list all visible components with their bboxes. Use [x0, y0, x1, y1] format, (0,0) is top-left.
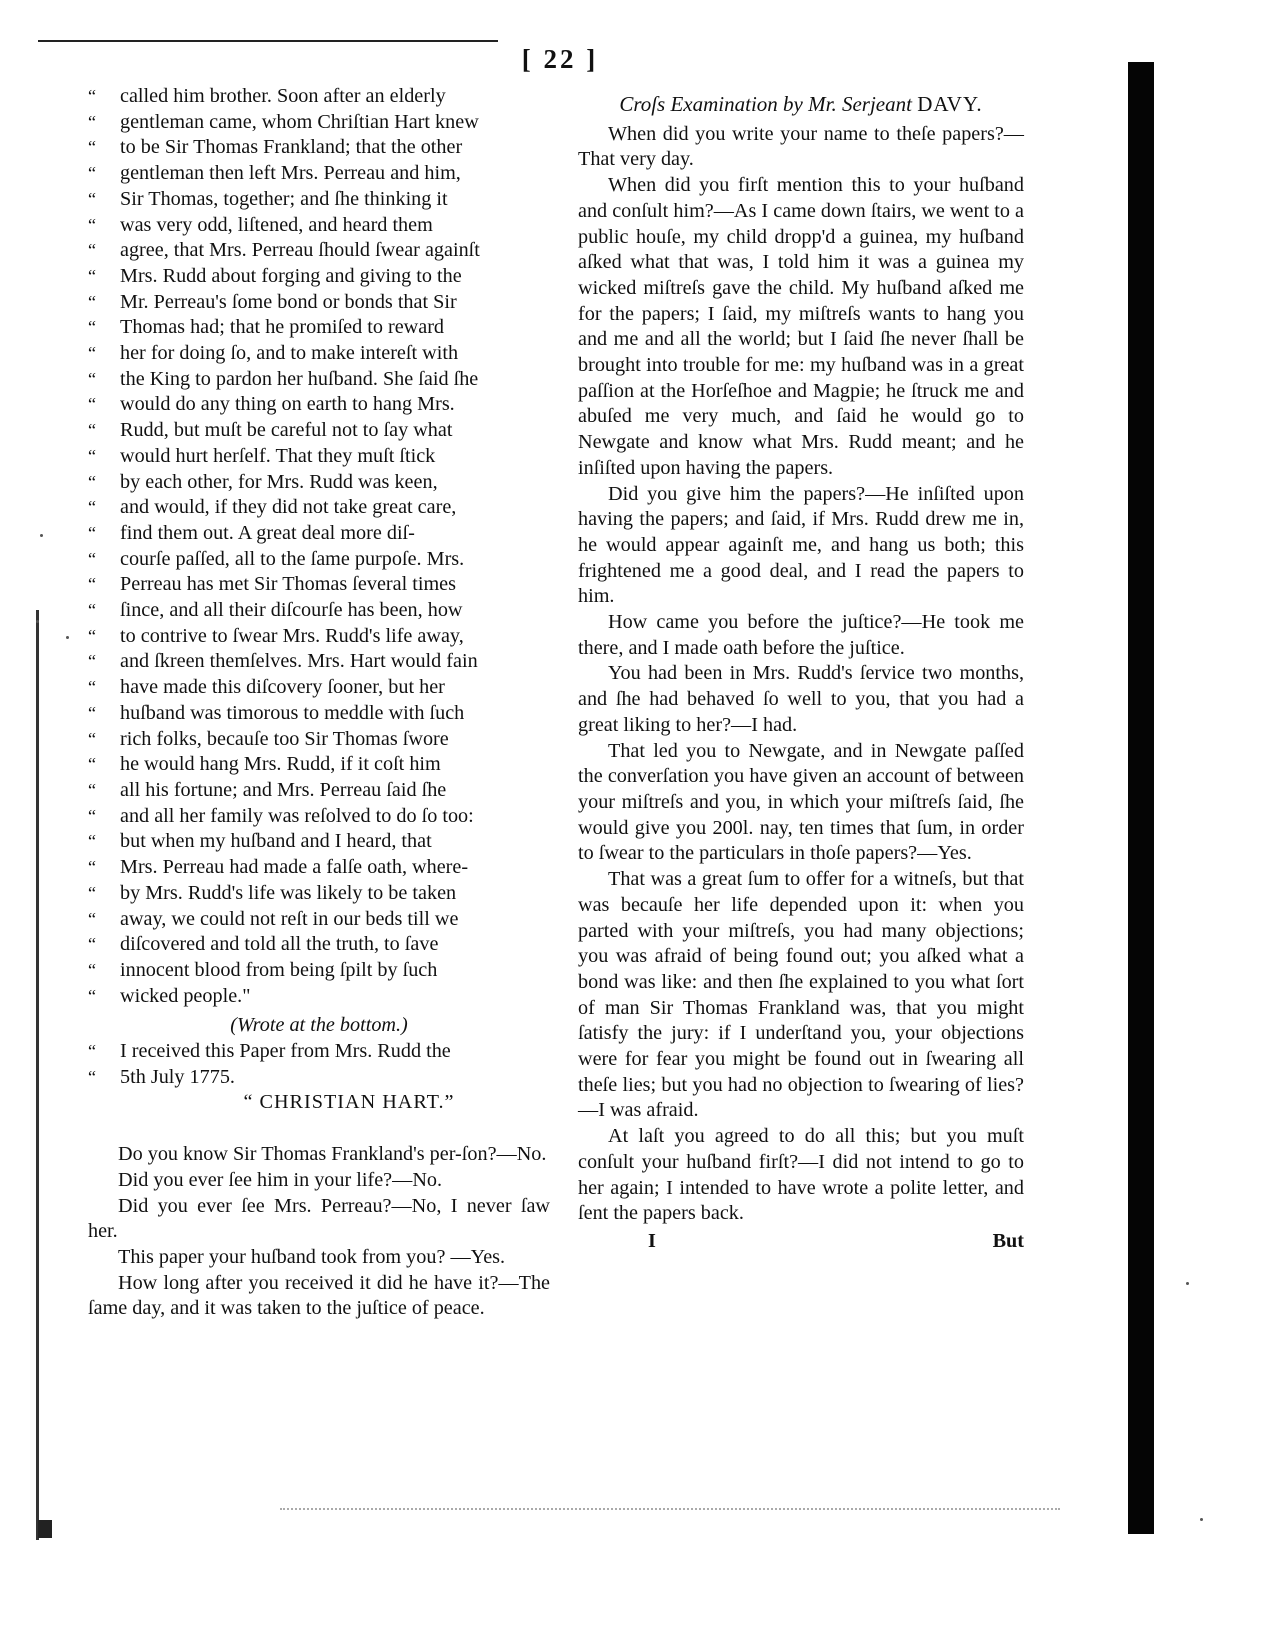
quoted-line: [88, 470, 550, 496]
quoted-text: ſince, and all their diſcourſe has been, how: [120, 599, 463, 622]
quoted-text: rich folks, becauſe too Sir Thomas ſwore: [120, 727, 449, 750]
quoted-text: the King to pardon her huſband. She ſaid ſhe: [120, 367, 479, 390]
quote-mark: “: [88, 677, 96, 698]
quote-mark: “: [88, 343, 96, 364]
qa-paragraph: When did you write your name to theſe papers?—That very day.: [578, 122, 1024, 171]
quoted-line: [88, 495, 550, 521]
quote-mark: “: [88, 702, 96, 723]
quote-mark: “: [88, 1041, 96, 1062]
quoted-line: [88, 84, 550, 110]
signature-mark: I: [648, 1229, 656, 1252]
quoted-text: and would, if they did not take great care,: [120, 496, 457, 519]
scan-speck: [36, 620, 39, 623]
scan-speck: [40, 534, 43, 537]
qa-paragraph: How long after you received it did he have it?—The ſame day, and it was taken to the juſtice of peace.: [88, 1271, 550, 1320]
quote-mark: “: [88, 522, 96, 543]
quoted-text: was very odd, liſtened, and heard them: [120, 213, 433, 236]
quoted-text: by Mrs. Rudd's life was likely to be taken: [120, 881, 457, 904]
quote-mark: “: [88, 985, 96, 1006]
quoted-line: [88, 624, 550, 650]
quote-mark: “: [88, 163, 96, 184]
quoted-text: innocent blood from being ſpilt by ſuch: [120, 958, 438, 981]
quote-mark: “: [88, 574, 96, 595]
quoted-text: her for doing ſo, and to make intereſt with: [120, 342, 459, 365]
quoted-text: huſband was timorous to meddle with ſuch: [120, 701, 465, 724]
scan-speck: [1200, 1518, 1203, 1521]
quote-mark: “: [88, 188, 96, 209]
quoted-text: he would hang Mrs. Rudd, if it coſt him: [120, 753, 441, 776]
quote-mark: “: [88, 1066, 96, 1087]
qa-paragraph: When did you firſt mention this to your huſband and conſult him?—As I came down ſtairs, we went to a public houſe, my child dropp'd a guinea, my huſband aſked what that was, I told him it was a guinea my wicked miſtreſs gave the child. My huſband aſked me for the papers; I ſaid, my miſtreſs wants to hang you and me and all the world; but I ſaid ſhe never ſhall be brought into trouble for me: my huſband was in a great paſſion at the Horſeſhoe and Magpie; he ſtruck me and abuſed me very much, and ſaid he would go to Newgate and know what Mrs. Rudd meant; and he inſiſted upon having the papers.: [578, 174, 1024, 479]
quoted-text: by each other, for Mrs. Rudd was keen,: [120, 470, 438, 493]
quote-mark: “: [88, 882, 96, 903]
quoted-line: [88, 752, 550, 778]
quoted-line: [88, 444, 550, 470]
quoted-line: [88, 958, 550, 984]
qa-paragraph: This paper your huſband took from you? —Yes.: [118, 1245, 506, 1268]
quoted-text: and ſkreen themſelves. Mrs. Hart would fain: [120, 650, 478, 673]
quoted-line: [88, 521, 550, 547]
quote-mark: “: [88, 471, 96, 492]
quote-mark: “: [88, 317, 96, 338]
heading-title: Croſs Examination by Mr. Serjeant: [619, 92, 912, 116]
quoted-line: [88, 547, 550, 573]
signature-christian-hart: “ CHRISTIAN HART.”: [243, 1091, 455, 1114]
quoted-line: [88, 135, 550, 161]
quoted-text: find them out. A great deal more diſ-: [120, 521, 415, 544]
quote-mark: “: [88, 240, 96, 261]
scan-binding-shadow: [1128, 62, 1154, 1534]
qa-paragraph: You had been in Mrs. Rudd's ſervice two months, and ſhe had behaved ſo well to you, that you had a great liking to her?—I had.: [578, 662, 1024, 736]
quoted-line: [88, 598, 550, 624]
scan-bottom-noise: [280, 1508, 1060, 1512]
quoted-line: [88, 392, 550, 418]
quoted-text: Mr. Perreau's ſome bond or bonds that Sir: [120, 290, 457, 313]
quote-mark: “: [88, 934, 96, 955]
quote-mark: “: [88, 394, 96, 415]
quoted-line: [88, 418, 550, 444]
received-text: I received this Paper from Mrs. Rudd the: [120, 1040, 451, 1063]
quote-mark: “: [88, 625, 96, 646]
heading-name: DAVY.: [917, 92, 983, 116]
quoted-deposition: [88, 84, 550, 1009]
qa-paragraph: Did you give him the papers?—He inſiſted upon having the papers; and ſaid, if Mrs. Rudd drew me in, he would appear againſt me, and hang us both; this frightened me a good deal, and I read the papers to him.: [578, 482, 1024, 608]
quote-mark: “: [88, 857, 96, 878]
quoted-text: Mrs. Perreau had made a falſe oath, where-: [120, 856, 469, 879]
section-heading: [578, 92, 1024, 118]
scan-left-edge: [36, 610, 39, 1540]
quoted-line: [88, 804, 550, 830]
quoted-line: [88, 110, 550, 136]
quoted-line: [88, 855, 550, 881]
page-footer: [578, 1229, 1024, 1255]
quoted-text: all his fortune; and Mrs. Perreau ſaid ſhe: [120, 778, 447, 801]
quoted-text: would do any thing on earth to hang Mrs.: [120, 393, 455, 416]
quoted-line: [88, 829, 550, 855]
quote-mark: “: [88, 265, 96, 286]
received-text: 5th July 1775.: [120, 1065, 235, 1088]
quoted-line: [88, 187, 550, 213]
quoted-line: [88, 572, 550, 598]
qa-paragraph: How came you before the juſtice?—He took me there, and I made oath before the juſtice.: [578, 611, 1024, 659]
quoted-text: Rudd, but muſt be careful not to ſay what: [120, 419, 453, 442]
quote-mark: “: [88, 959, 96, 980]
quoted-line: [88, 315, 550, 341]
quote-mark: “: [88, 86, 96, 106]
quoted-text: but when my huſband and I heard, that: [120, 830, 432, 853]
spacer: [88, 1116, 550, 1142]
quoted-line: [88, 264, 550, 290]
quoted-line: [88, 367, 550, 393]
quoted-line: [88, 907, 550, 933]
left-column: [88, 84, 550, 1322]
quote-mark: “: [88, 908, 96, 929]
qa-paragraph: Do you know Sir Thomas Frankland's per-ſon?—No.: [118, 1143, 547, 1166]
quoted-text: agree, that Mrs. Perreau ſhould ſwear againſt: [120, 239, 480, 262]
quoted-line: [88, 881, 550, 907]
quoted-line: [88, 932, 550, 958]
quoted-line: [88, 727, 550, 753]
quoted-text: Mrs. Rudd about forging and giving to the: [120, 264, 462, 287]
quoted-text: to contrive to ſwear Mrs. Rudd's life away,: [120, 624, 464, 647]
quoted-text: Perreau has met Sir Thomas ſeveral times: [120, 573, 456, 596]
quoted-text: wicked people.": [120, 984, 251, 1007]
qa-paragraph: Did you ever ſee him in your life?—No.: [118, 1168, 443, 1191]
quote-mark: “: [88, 291, 96, 312]
quoted-text: would hurt herſelf. That they muſt ſtick: [120, 444, 436, 467]
quoted-text: gentleman came, whom Chriſtian Hart knew: [120, 110, 479, 133]
quote-mark: “: [88, 754, 96, 775]
quoted-text: diſcovered and told all the truth, to ſave: [120, 933, 439, 956]
quote-mark: “: [88, 548, 96, 569]
quote-mark: “: [88, 368, 96, 389]
quote-mark: “: [88, 651, 96, 672]
scan-edge-mark: [38, 1520, 52, 1538]
quote-mark: “: [88, 137, 96, 158]
quoted-line: [88, 290, 550, 316]
quoted-text: Sir Thomas, together; and ſhe thinking it: [120, 187, 448, 210]
quoted-line: [88, 649, 550, 675]
quoted-text: and all her family was reſolved to do ſo too:: [120, 804, 474, 827]
scan-speck: [1186, 1282, 1189, 1285]
quote-mark: “: [88, 728, 96, 749]
quoted-text: have made this diſcovery ſooner, but her: [120, 676, 445, 699]
quote-mark: “: [88, 111, 96, 132]
qa-paragraph: Did you ever ſee Mrs. Perreau?—No, I never ſaw her.: [88, 1194, 550, 1243]
quoted-text: to be Sir Thomas Frankland; that the other: [120, 136, 463, 159]
scan-speck: [66, 636, 69, 639]
quoted-line: [88, 238, 550, 264]
quote-mark: “: [88, 214, 96, 235]
quote-mark: “: [88, 779, 96, 800]
quoted-line: [88, 778, 550, 804]
quoted-text: gentleman then left Mrs. Perreau and him,: [120, 162, 461, 185]
received-statement: [88, 1039, 550, 1090]
header-rule: [38, 40, 498, 42]
received-line: [88, 1039, 550, 1065]
quoted-text: Thomas had; that he promiſed to reward: [120, 316, 445, 339]
quote-mark: “: [88, 445, 96, 466]
qa-paragraph: That led you to Newgate, and in Newgate paſſed the converſation you have given an account of between your miſtreſs and you, in which your miſtreſs ſaid, ſhe would give you 200l. nay, ten times that ſum, in order to ſwear to the particulars in thoſe papers?—Yes.: [578, 739, 1024, 865]
quoted-line: [88, 701, 550, 727]
received-line: [88, 1065, 550, 1091]
quoted-line: [88, 161, 550, 187]
quoted-line: [88, 213, 550, 239]
quoted-line: [88, 341, 550, 367]
qa-paragraph: That was a great ſum to offer for a witneſs, but that was becauſe her life depended upon it: when you parted with your miſtreſs, you had many objections; you was afraid of being found out; you aſked what a bond was like: and then ſhe explained to you what ſort of man Sir Thomas Frankland was, that you might ſatisfy the jury: if I underſtand you, your objections were for fear you might be found out in ſwearing all theſe lies; but you had no objection to ſwearing of lies?—I was afraid.: [578, 868, 1024, 1122]
right-column: [578, 92, 1024, 1255]
quoted-line: [88, 984, 550, 1010]
page-number: [ 22 ]: [521, 44, 599, 74]
quoted-text: called him brother. Soon after an elderly: [120, 85, 446, 107]
quote-mark: “: [88, 600, 96, 621]
quoted-line: [88, 675, 550, 701]
quote-mark: “: [88, 805, 96, 826]
quote-mark: “: [88, 420, 96, 441]
quoted-text: away, we could not reſt in our beds till we: [120, 907, 459, 930]
catchword: But: [992, 1229, 1024, 1252]
note-wrote-at-bottom: (Wrote at the bottom.): [230, 1014, 408, 1037]
qa-paragraph: At laſt you agreed to do all this; but you muſt conſult your huſband firſt?—I did not intend to go to her again; I intended to have wrote a polite letter, and ſent the papers back.: [578, 1125, 1024, 1225]
quoted-text: courſe paſſed, all to the ſame purpoſe. Mrs.: [120, 547, 465, 570]
quote-mark: “: [88, 831, 96, 852]
quote-mark: “: [88, 497, 96, 518]
